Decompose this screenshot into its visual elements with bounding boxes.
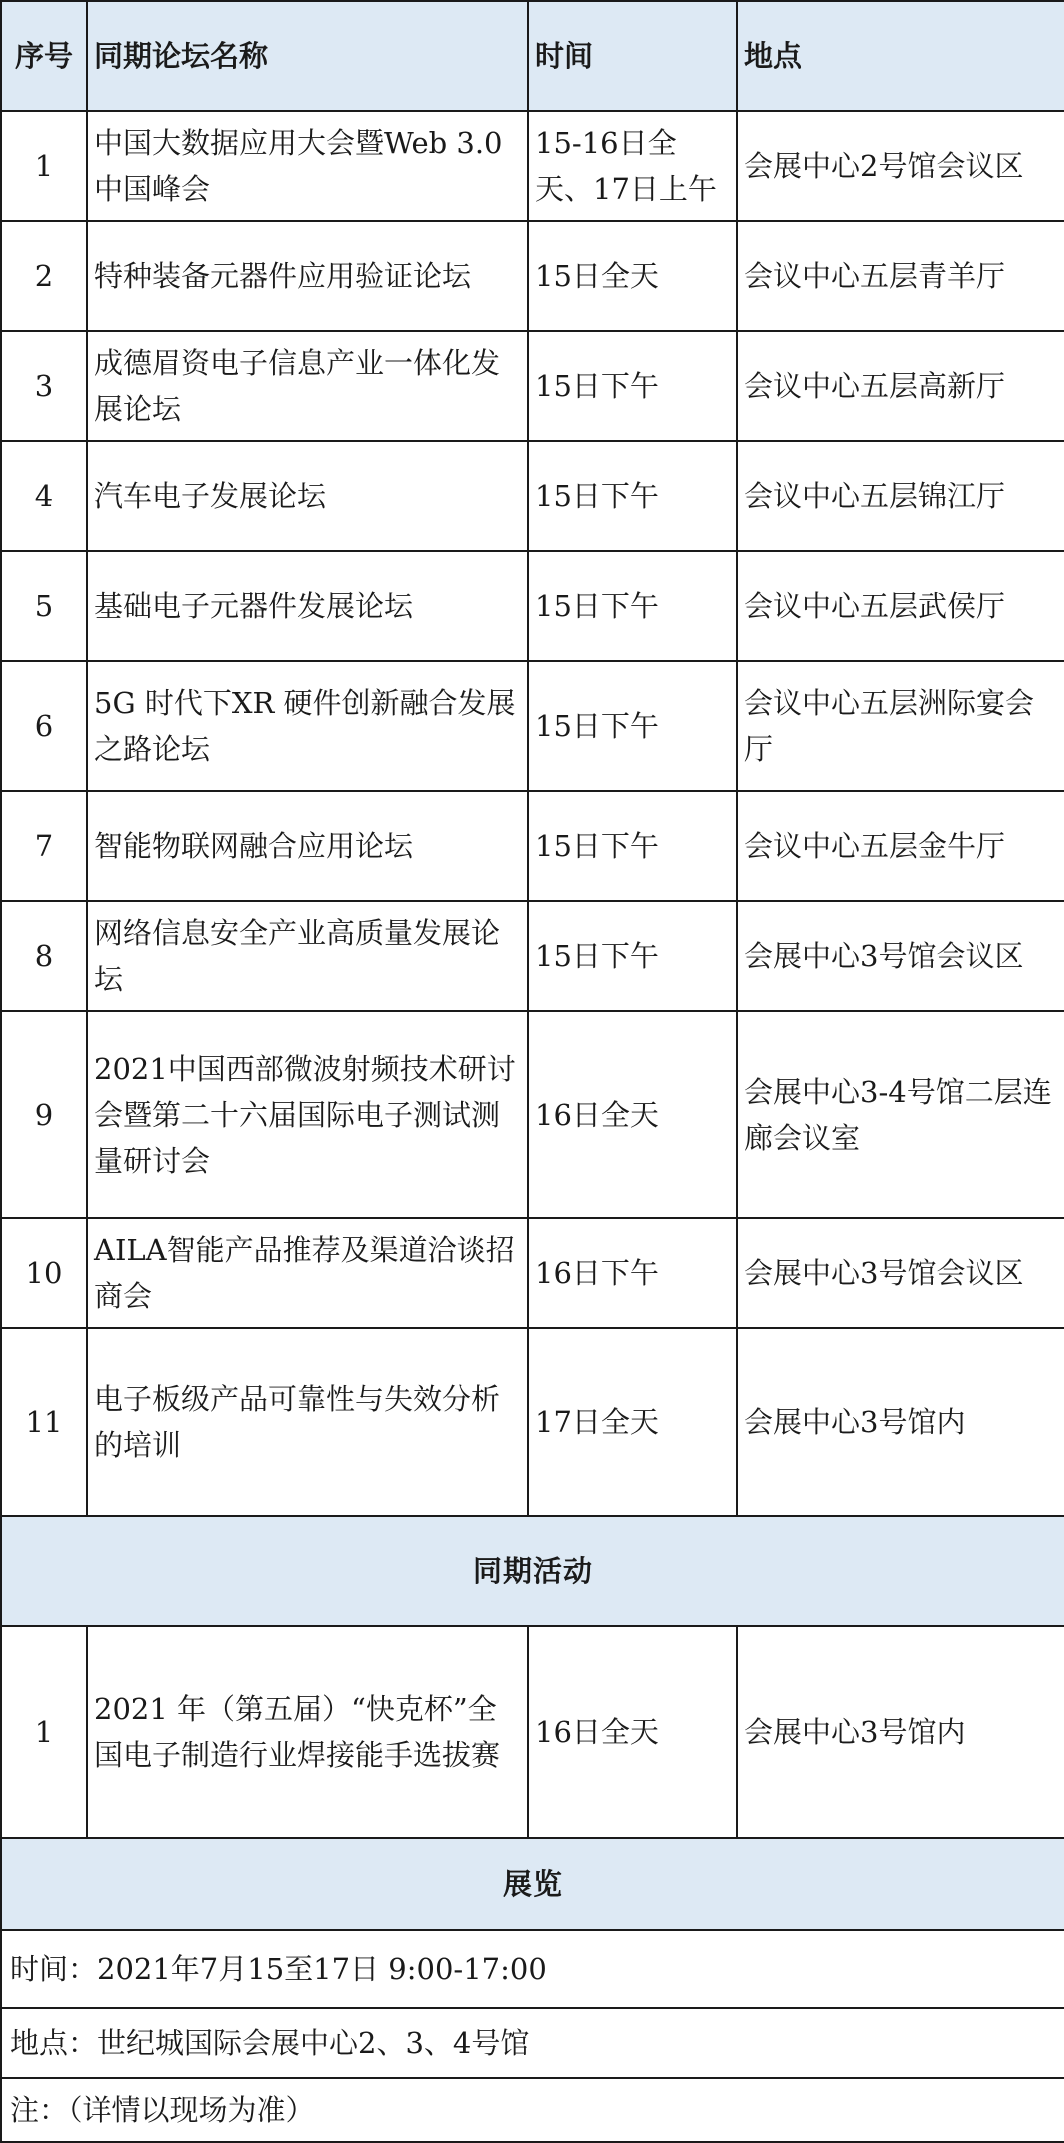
activities-section-row bbox=[1, 1516, 1064, 1626]
header-row bbox=[1, 1, 1064, 111]
header-time: 时间 bbox=[528, 1, 737, 111]
header-no: 序号 bbox=[1, 1, 87, 111]
table-row bbox=[1, 1626, 1064, 1838]
row-time: 15日下午 bbox=[528, 661, 737, 791]
exhibition-note: 注：（详情以现场为准） bbox=[1, 2078, 1064, 2142]
row-time: 16日全天 bbox=[528, 1011, 737, 1218]
row-name: 中国大数据应用大会暨Web 3.0中国峰会 bbox=[87, 111, 528, 221]
row-time: 15日下午 bbox=[528, 331, 737, 441]
row-name: 特种装备元器件应用验证论坛 bbox=[87, 221, 528, 331]
row-no: 7 bbox=[1, 791, 87, 901]
row-name: 2021中国西部微波射频技术研讨会暨第二十六届国际电子测试测量研讨会 bbox=[87, 1011, 528, 1218]
table-row bbox=[1, 551, 1064, 661]
activities-title: 同期活动 bbox=[1, 1516, 1064, 1626]
header-place: 地点 bbox=[737, 1, 1064, 111]
exhibition-title: 展览 bbox=[1, 1838, 1064, 1930]
row-no: 4 bbox=[1, 441, 87, 551]
table-row bbox=[1, 1328, 1064, 1516]
row-place: 会议中心五层锦江厅 bbox=[737, 441, 1064, 551]
row-place: 会议中心五层武侯厅 bbox=[737, 551, 1064, 661]
row-time: 15-16日全天、17日上午 bbox=[528, 111, 737, 221]
exhibition-note-row bbox=[1, 2078, 1064, 2142]
row-place: 会展中心3号馆内 bbox=[737, 1626, 1064, 1838]
row-no: 6 bbox=[1, 661, 87, 791]
row-name: 基础电子元器件发展论坛 bbox=[87, 551, 528, 661]
table-row bbox=[1, 901, 1064, 1011]
row-place: 会议中心五层金牛厅 bbox=[737, 791, 1064, 901]
exhibition-time-row bbox=[1, 1930, 1064, 2008]
row-name: 2021 年（第五届）“快克杯”全国电子制造行业焊接能手选拔赛 bbox=[87, 1626, 528, 1838]
exhibition-place: 地点：世纪城国际会展中心2、3、4号馆 bbox=[1, 2008, 1064, 2078]
row-time: 15日全天 bbox=[528, 221, 737, 331]
row-time: 15日下午 bbox=[528, 901, 737, 1011]
row-no: 5 bbox=[1, 551, 87, 661]
row-no: 2 bbox=[1, 221, 87, 331]
exhibition-section-row bbox=[1, 1838, 1064, 1930]
row-no: 9 bbox=[1, 1011, 87, 1218]
row-name: 汽车电子发展论坛 bbox=[87, 441, 528, 551]
row-place: 会议中心五层青羊厅 bbox=[737, 221, 1064, 331]
row-time: 16日下午 bbox=[528, 1218, 737, 1328]
exhibition-time: 时间：2021年7月15至17日 9:00-17:00 bbox=[1, 1930, 1064, 2008]
table-row bbox=[1, 791, 1064, 901]
row-place: 会议中心五层高新厅 bbox=[737, 331, 1064, 441]
row-no: 11 bbox=[1, 1328, 87, 1516]
row-place: 会展中心3号馆会议区 bbox=[737, 1218, 1064, 1328]
row-time: 15日下午 bbox=[528, 551, 737, 661]
row-place: 会议中心五层洲际宴会厅 bbox=[737, 661, 1064, 791]
table-row bbox=[1, 331, 1064, 441]
row-place: 会展中心2号馆会议区 bbox=[737, 111, 1064, 221]
row-place: 会展中心3号馆会议区 bbox=[737, 901, 1064, 1011]
row-name: 智能物联网融合应用论坛 bbox=[87, 791, 528, 901]
row-name: AILA智能产品推荐及渠道洽谈招商会 bbox=[87, 1218, 528, 1328]
header-name: 同期论坛名称 bbox=[87, 1, 528, 111]
table-row bbox=[1, 111, 1064, 221]
row-no: 10 bbox=[1, 1218, 87, 1328]
row-no: 1 bbox=[1, 1626, 87, 1838]
row-time: 15日下午 bbox=[528, 441, 737, 551]
row-no: 3 bbox=[1, 331, 87, 441]
row-no: 1 bbox=[1, 111, 87, 221]
table-row bbox=[1, 1218, 1064, 1328]
row-time: 16日全天 bbox=[528, 1626, 737, 1838]
row-time: 17日全天 bbox=[528, 1328, 737, 1516]
row-name: 5G 时代下XR 硬件创新融合发展之路论坛 bbox=[87, 661, 528, 791]
table-row bbox=[1, 1011, 1064, 1218]
row-name: 电子板级产品可靠性与失效分析的培训 bbox=[87, 1328, 528, 1516]
row-place: 会展中心3-4号馆二层连廊会议室 bbox=[737, 1011, 1064, 1218]
row-name: 成德眉资电子信息产业一体化发展论坛 bbox=[87, 331, 528, 441]
row-place: 会展中心3号馆内 bbox=[737, 1328, 1064, 1516]
row-name: 网络信息安全产业高质量发展论坛 bbox=[87, 901, 528, 1011]
table-row bbox=[1, 661, 1064, 791]
exhibition-place-row bbox=[1, 2008, 1064, 2078]
table-row bbox=[1, 221, 1064, 331]
table-row bbox=[1, 441, 1064, 551]
row-no: 8 bbox=[1, 901, 87, 1011]
row-time: 15日下午 bbox=[528, 791, 737, 901]
